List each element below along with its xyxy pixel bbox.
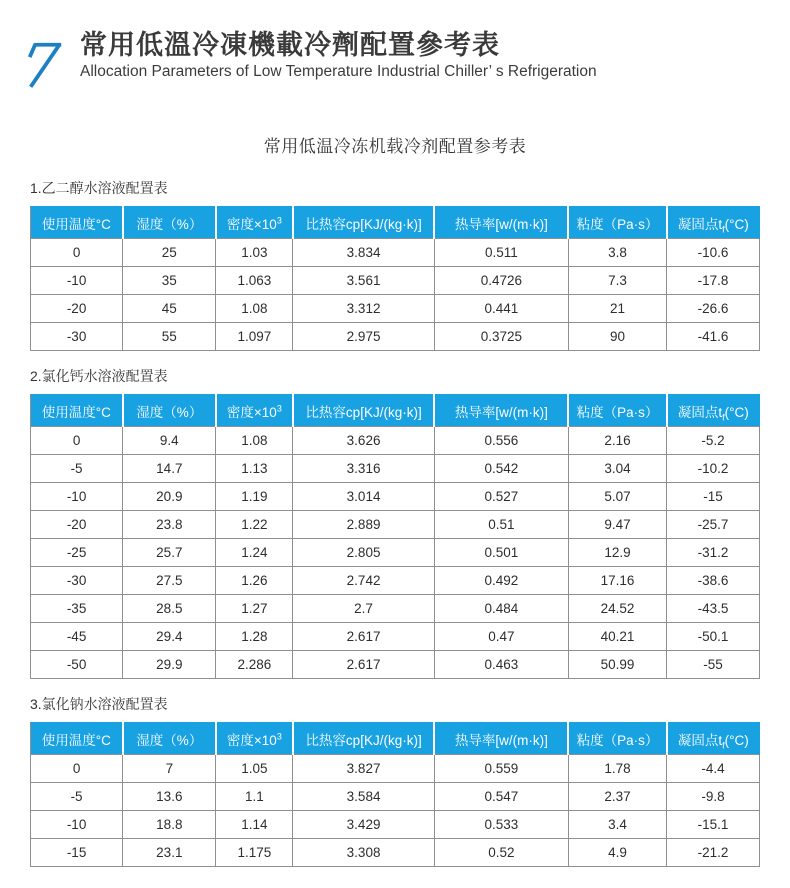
table-cell: 29.9	[123, 651, 216, 679]
table-row	[31, 483, 760, 511]
table-cell: 1.08	[216, 427, 293, 455]
table-cell: -15	[31, 839, 123, 867]
table-header-row	[31, 395, 760, 427]
table-cell: 3.4	[568, 811, 666, 839]
table-cell: 0.527	[434, 483, 568, 511]
table-cell: 1.08	[216, 295, 293, 323]
table-cell: 0.559	[434, 755, 568, 783]
table-cell: -5	[31, 455, 123, 483]
table-cell: -30	[31, 567, 123, 595]
table-cell: -10	[31, 267, 123, 295]
table-cell: -15.1	[667, 811, 760, 839]
table-row	[31, 755, 760, 783]
table-cell: 14.7	[123, 455, 216, 483]
table-cell: 0.501	[434, 539, 568, 567]
table-cell: 2.286	[216, 651, 293, 679]
table-cell: 23.1	[123, 839, 216, 867]
table-cell: 29.4	[123, 623, 216, 651]
table-row	[31, 295, 760, 323]
table-cell: 28.5	[123, 595, 216, 623]
table-cell: 18.8	[123, 811, 216, 839]
table-cell: 3.308	[293, 839, 435, 867]
column-header: 比热容cp[KJ/(kg·k)]	[293, 207, 435, 239]
table-row	[31, 839, 760, 867]
table-cell: -4.4	[667, 755, 760, 783]
table-cell: 3.584	[293, 783, 435, 811]
table-cell: 12.9	[568, 539, 666, 567]
table-cell: 7	[123, 755, 216, 783]
table-row	[31, 623, 760, 651]
table-cell: 0.4726	[434, 267, 568, 295]
arrow-up-right-icon	[24, 32, 66, 90]
table-cell: 13.6	[123, 783, 216, 811]
table-cell: 90	[568, 323, 666, 351]
table-row	[31, 783, 760, 811]
table-cell: 20.9	[123, 483, 216, 511]
table-cell: 2.805	[293, 539, 435, 567]
table-cell: 1.24	[216, 539, 293, 567]
table-row	[31, 239, 760, 267]
data-table	[30, 206, 760, 351]
table-cell: 25	[123, 239, 216, 267]
table-cell: -38.6	[667, 567, 760, 595]
table-cell: 3.626	[293, 427, 435, 455]
table-cell: 3.04	[568, 455, 666, 483]
table-row	[31, 323, 760, 351]
table-cell: 0.3725	[434, 323, 568, 351]
header-text	[80, 30, 597, 81]
table-cell: -21.2	[667, 839, 760, 867]
table-cell: 3.561	[293, 267, 435, 295]
solution-section	[30, 178, 760, 351]
table-cell: 7.3	[568, 267, 666, 295]
table-cell: -17.8	[667, 267, 760, 295]
table-cell: 0.556	[434, 427, 568, 455]
table-cell: 45	[123, 295, 216, 323]
table-cell: 0	[31, 755, 123, 783]
table-cell: 0.51	[434, 511, 568, 539]
table-row	[31, 811, 760, 839]
table-cell: 3.312	[293, 295, 435, 323]
table-cell: 4.9	[568, 839, 666, 867]
column-header: 粘度（Pa·s）	[568, 207, 666, 239]
table-cell: -50	[31, 651, 123, 679]
column-header: 粘度（Pa·s）	[568, 723, 666, 755]
table-cell: 1.1	[216, 783, 293, 811]
data-table	[30, 722, 760, 867]
table-cell: 1.22	[216, 511, 293, 539]
table-cell: 1.13	[216, 455, 293, 483]
table-cell: 3.429	[293, 811, 435, 839]
table-cell: 1.063	[216, 267, 293, 295]
column-header: 粘度（Pa·s）	[568, 395, 666, 427]
table-cell: 2.37	[568, 783, 666, 811]
table-cell: 5.07	[568, 483, 666, 511]
table-row	[31, 567, 760, 595]
table-cell: 35	[123, 267, 216, 295]
column-header: 使用温度°C	[31, 395, 123, 427]
table-row	[31, 267, 760, 295]
table-cell: -55	[667, 651, 760, 679]
table-cell: 1.175	[216, 839, 293, 867]
table-cell: 0.52	[434, 839, 568, 867]
table-cell: 2.617	[293, 623, 435, 651]
table-cell: 0.511	[434, 239, 568, 267]
table-cell: 55	[123, 323, 216, 351]
table-cell: 0.47	[434, 623, 568, 651]
table-cell: 2.617	[293, 651, 435, 679]
table-cell: -50.1	[667, 623, 760, 651]
table-row	[31, 651, 760, 679]
column-header: 比热容cp[KJ/(kg·k)]	[293, 723, 435, 755]
column-header: 密度$\times 10^3$	[216, 723, 293, 755]
column-header: 热导率[w/(m·k)]	[434, 395, 568, 427]
table-cell: -10.2	[667, 455, 760, 483]
table-cell: 40.21	[568, 623, 666, 651]
page-header	[0, 0, 790, 90]
column-header: 湿度（%）	[123, 723, 216, 755]
table-row	[31, 539, 760, 567]
column-header: 湿度（%）	[123, 207, 216, 239]
table-cell: 50.99	[568, 651, 666, 679]
table-cell: -15	[667, 483, 760, 511]
table-cell: 1.27	[216, 595, 293, 623]
table-cell: 0.533	[434, 811, 568, 839]
table-cell: 1.03	[216, 239, 293, 267]
column-header: 密度$\times 10^3$	[216, 207, 293, 239]
table-cell: -10.6	[667, 239, 760, 267]
table-cell: -9.8	[667, 783, 760, 811]
table-cell: -35	[31, 595, 123, 623]
table-cell: 9.4	[123, 427, 216, 455]
table-cell: -20	[31, 295, 123, 323]
table-cell: 1.097	[216, 323, 293, 351]
table-cell: -43.5	[667, 595, 760, 623]
section-label: 3.氯化钠水溶液配置表	[30, 696, 168, 712]
table-cell: 3.8	[568, 239, 666, 267]
page-subtitle: Allocation Parameters of Low Temperature Industrial Chiller’ s Refrigeration	[80, 63, 597, 80]
table-row	[31, 455, 760, 483]
column-header: 凝固点$t_f(^\circ C)$	[667, 207, 760, 239]
table-cell: -41.6	[667, 323, 760, 351]
column-header: 密度$\times 10^3$	[216, 395, 293, 427]
table-cell: 17.16	[568, 567, 666, 595]
table-row	[31, 595, 760, 623]
column-header: 热导率[w/(m·k)]	[434, 723, 568, 755]
table-cell: -5	[31, 783, 123, 811]
table-cell: 0	[31, 239, 123, 267]
table-cell: 2.975	[293, 323, 435, 351]
table-cell: -31.2	[667, 539, 760, 567]
tables-container	[0, 178, 790, 867]
table-cell: 3.316	[293, 455, 435, 483]
column-header: 凝固点$t_f(^\circ C)$	[667, 395, 760, 427]
table-cell: 2.16	[568, 427, 666, 455]
table-cell: 0.484	[434, 595, 568, 623]
table-header-row	[31, 723, 760, 755]
table-cell: 25.7	[123, 539, 216, 567]
table-cell: 0.441	[434, 295, 568, 323]
table-cell: 27.5	[123, 567, 216, 595]
table-cell: 23.8	[123, 511, 216, 539]
table-cell: -25	[31, 539, 123, 567]
table-cell: 0.542	[434, 455, 568, 483]
column-header: 使用温度°C	[31, 723, 123, 755]
table-cell: -45	[31, 623, 123, 651]
table-header-row	[31, 207, 760, 239]
table-cell: 1.26	[216, 567, 293, 595]
table-cell: -10	[31, 483, 123, 511]
solution-section	[30, 694, 760, 867]
table-cell: 1.14	[216, 811, 293, 839]
table-cell: -10	[31, 811, 123, 839]
column-header: 比热容cp[KJ/(kg·k)]	[293, 395, 435, 427]
page-title: 常用低溫冷凍機載冷劑配置參考表	[80, 30, 500, 60]
table-row	[31, 427, 760, 455]
column-header: 湿度（%）	[123, 395, 216, 427]
table-cell: -30	[31, 323, 123, 351]
table-cell: 21	[568, 295, 666, 323]
table-cell: -5.2	[667, 427, 760, 455]
table-cell: 3.014	[293, 483, 435, 511]
document-title: 常用低温冷冻机载冷剂配置参考表	[263, 137, 527, 156]
table-cell: 1.05	[216, 755, 293, 783]
table-cell: 9.47	[568, 511, 666, 539]
table-cell: 1.28	[216, 623, 293, 651]
section-label: 2.氯化钙水溶液配置表	[30, 368, 168, 384]
table-cell: 0.463	[434, 651, 568, 679]
column-header: 热导率[w/(m·k)]	[434, 207, 568, 239]
table-cell: -26.6	[667, 295, 760, 323]
table-cell: 3.827	[293, 755, 435, 783]
table-cell: 2.7	[293, 595, 435, 623]
table-cell: 0.492	[434, 567, 568, 595]
table-cell: -25.7	[667, 511, 760, 539]
section-label: 1.乙二醇水溶液配置表	[30, 180, 168, 196]
table-cell: -20	[31, 511, 123, 539]
solution-section	[30, 366, 760, 679]
table-cell: 0	[31, 427, 123, 455]
data-table	[30, 394, 760, 679]
column-header: 凝固点$t_f(^\circ C)$	[667, 723, 760, 755]
table-row	[31, 511, 760, 539]
table-cell: 1.19	[216, 483, 293, 511]
table-cell: 24.52	[568, 595, 666, 623]
table-cell: 2.889	[293, 511, 435, 539]
table-cell: 3.834	[293, 239, 435, 267]
table-cell: 2.742	[293, 567, 435, 595]
table-cell: 0.547	[434, 783, 568, 811]
column-header: 使用温度°C	[31, 207, 123, 239]
table-cell: 1.78	[568, 755, 666, 783]
